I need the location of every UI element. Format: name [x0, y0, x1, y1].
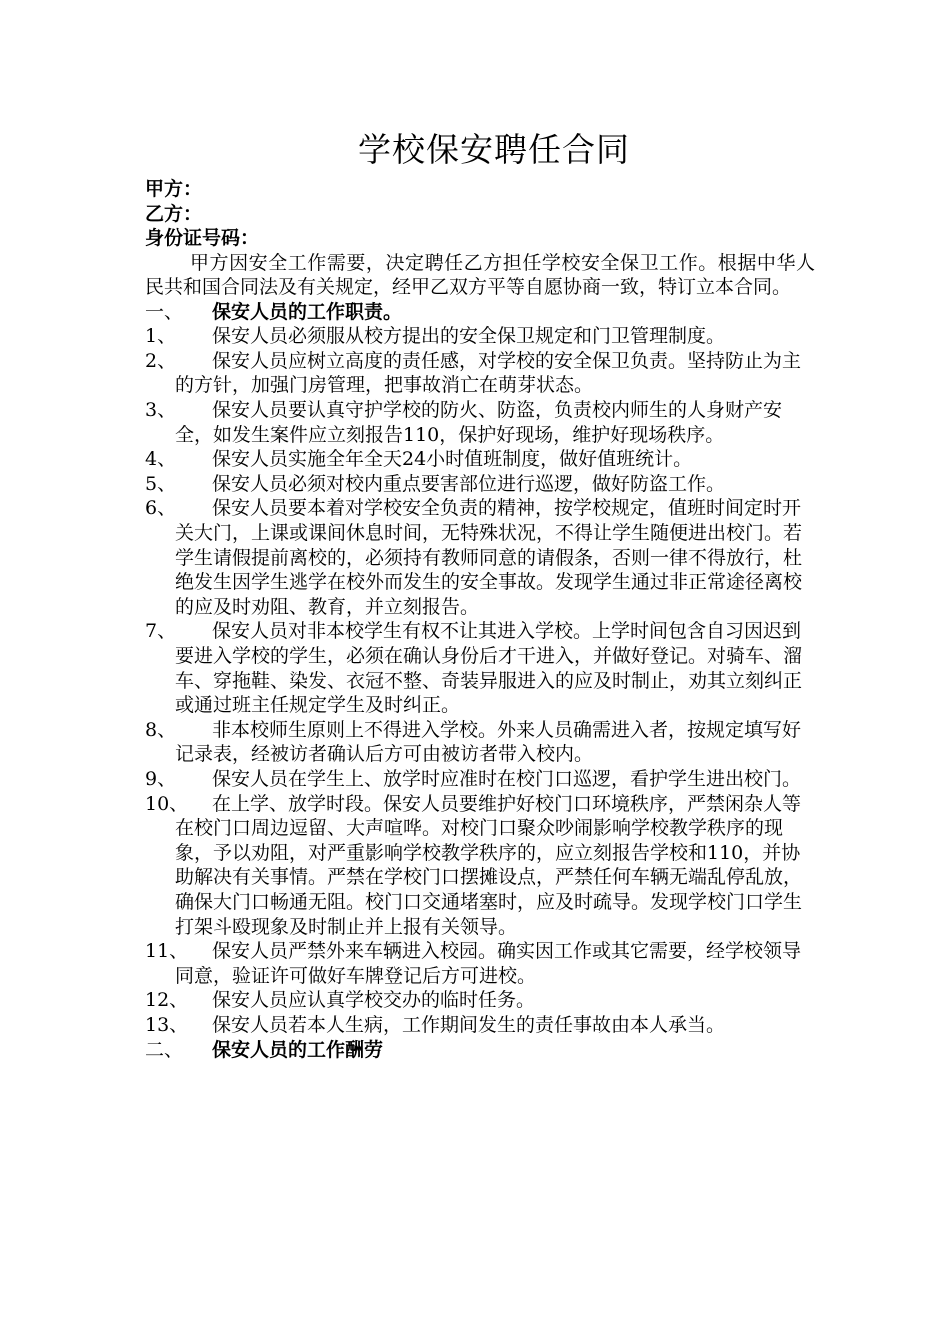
list-item	[145, 792, 815, 940]
document-page	[145, 125, 815, 1062]
item-text: 保安人员必须服从校方提出的安全保卫规定和门卫管理制度。	[212, 325, 726, 348]
list-item	[145, 398, 815, 447]
item-text: 保安人员应认真学校交办的临时任务。	[212, 989, 536, 1012]
list-item	[145, 767, 815, 792]
item-number: 1、	[145, 325, 177, 348]
intro-paragraph: 甲方因安全工作需要，决定聘任乙方担任学校安全保卫工作。根据中华人民共和国合同法及有关规定，经甲乙双方平等自愿协商一致，特订立本合同。	[145, 251, 815, 299]
id-number-field: 身份证号码：	[145, 227, 260, 249]
item-text: 保安人员应树立高度的责任感，对学校的安全保卫负责。坚持防止为主的方针，加强门房管理，把事故消亡在萌芽状态。	[175, 349, 802, 397]
item-number: 10、	[145, 792, 189, 815]
item-number: 6、	[145, 497, 177, 520]
item-number: 5、	[145, 472, 177, 495]
item-text: 保安人员若本人生病，工作期间发生的责任事故由本人承当。	[212, 1013, 726, 1036]
item-text: 在上学、放学时段。保安人员要维护好校门口环境秩序，严禁闲杂人等在校门口周边逗留、大声喧哗。对校门口聚众吵闹影响学校教学秩序的现象，予以劝阻，对严重影响学校教学秩序的，应立刻报告学校和110，并协助解决有关事情。严禁在学校门口摆摊设点，严禁任何车辆无端乱停乱放，确保大门口畅通无阻。校门口交通堵塞时，应及时疏导。发现学校门口学生打架斗殴现象及时制止并上报有关领导。	[175, 792, 803, 938]
item-number: 4、	[145, 448, 177, 471]
item-number: 11、	[145, 940, 189, 963]
party-b-field: 乙方：	[145, 202, 203, 225]
item-text: 保安人员对非本校学生有权不让其进入学校。上学时间包含自习因迟到要进入学校的学生，必须在确认身份后才干进入，并做好登记。对骑车、溜车、穿拖鞋、染发、衣冠不整、奇装异服进入的应及时制止，劝其立刻纠正或通过班主任规定学生及时纠正。	[175, 620, 803, 717]
section-number: 二、	[145, 1038, 184, 1061]
list-item	[145, 324, 815, 349]
section-title: 保安人员的工作酬劳	[212, 1038, 384, 1061]
item-text: 保安人员必须对校内重点要害部位进行巡逻，做好防盗工作。	[212, 472, 726, 495]
list-item	[145, 718, 815, 767]
list-item	[145, 447, 815, 472]
item-text: 保安人员实施全年全天24小时值班制度，做好值班统计。	[212, 448, 693, 471]
item-number: 13、	[145, 1013, 189, 1036]
list-item	[145, 939, 815, 988]
item-number: 8、	[145, 718, 177, 741]
item-number: 12、	[145, 989, 189, 1012]
section-number: 一、	[145, 300, 184, 323]
list-item	[145, 349, 815, 398]
section-heading-duties	[145, 300, 815, 325]
section-title: 保安人员的工作职责。	[212, 300, 403, 323]
list-item	[145, 988, 815, 1013]
item-number: 2、	[145, 349, 177, 372]
list-item	[145, 619, 815, 717]
item-text: 保安人员要本着对学校安全负责的精神，按学校规定，值班时间定时开关大门，上课或课间休息时间，无特殊状况，不得让学生随便进出校门。若学生请假提前离校的，必须持有教师同意的请假条，否则一律不得放行，杜绝发生因学生逃学在校外而发生的安全事故。发现学生通过非正常途径离校的应及时劝阻、教育，并立刻报告。	[175, 497, 803, 618]
item-number: 3、	[145, 399, 177, 422]
item-text: 保安人员要认真守护学校的防火、防盗，负责校内师生的人身财产安全，如发生案件应立刻报告110，保护好现场，维护好现场秩序。	[175, 399, 783, 446]
section-heading-remuneration	[145, 1038, 815, 1063]
list-item	[145, 1013, 815, 1038]
item-number: 7、	[145, 620, 177, 643]
list-item	[145, 496, 815, 619]
item-number: 9、	[145, 767, 177, 790]
item-text: 保安人员严禁外来车辆进入校园。确实因工作或其它需要，经学校领导同意，验证许可做好车牌登记后方可进校。	[175, 940, 802, 987]
item-text: 保安人员在学生上、放学时应准时在校门口巡逻，看护学生进出校门。	[212, 767, 802, 790]
list-item	[145, 472, 815, 497]
party-a-field: 甲方：	[145, 178, 203, 200]
document-title: 学校保安聘任合同	[358, 130, 630, 169]
item-text: 非本校师生原则上不得进入学校。外来人员确需进入者，按规定填写好记录表，经被访者确认后方可由被访者带入校内。	[175, 718, 802, 766]
